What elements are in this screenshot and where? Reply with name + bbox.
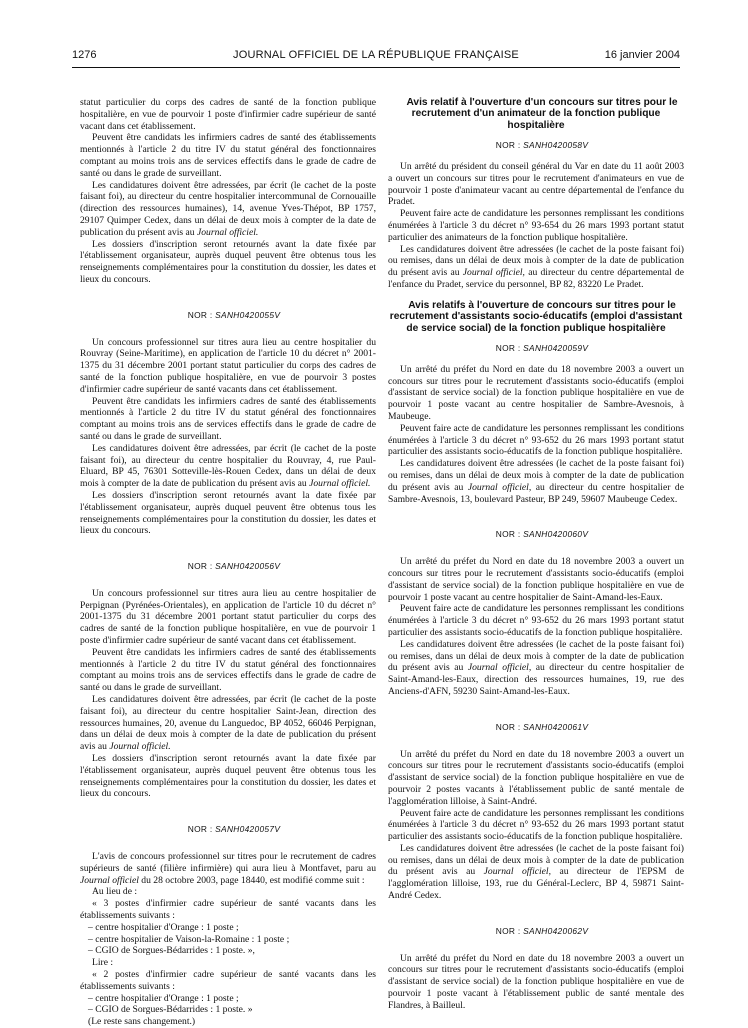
header-rule	[72, 67, 680, 68]
paragraph: Un concours professionnel sur titres aura lieu au centre hospitalier du Rouvray (Seine-Maritime), en application de l'article 10 du décret n° 2001-1375 du 31 décembre 2001 portant statut particulier du corps des cadres de santé de la fonction publique hospitalière, en vue de pourvoir 3 postes d'infirmier cadre supérieur de santé vacants dans cet établissement.	[80, 336, 376, 395]
paragraph: Un arrêté du préfet du Nord en date du 18 novembre 2003 a ouvert un concours sur titres pour le recrutement d'assistants socio-éducatifs (emploi d'assistant de service social) de la fonction publique hospitalière en vue de pourvoir 1 poste vacant au centre hospitalier de Sambre-Avesnois, à Maubeuge.	[388, 363, 684, 422]
notice-sanh0420060v	[388, 529, 684, 697]
paragraph: Les candidatures doivent être adressées (le cachet de la poste faisant foi) ou remises, dans un délai de deux mois à compter de la date de publication du présent avis au Journal officiel, au directeur du centre hospitalier de Saint-Amand-les-Eaux, direction des ressources humaines, 19, rue des Anciens-d'AFN, 59230 Saint-Amand-les-Eaux.	[388, 638, 684, 697]
nor-reference: NOR : SANH0420056V	[187, 561, 281, 572]
paragraph: Un arrêté du préfet du Nord en date du 18 novembre 2003 a ouvert un concours sur titres pour le recrutement d'assistants socio-éducatifs (emploi d'assistant de service social) de la fonction publique hospitalière en vue de pourvoir 2 postes vacants à l'établissement public de santé mentale de l'agglomération lilloise, à Saint-André.	[388, 748, 684, 807]
paragraph: Un concours professionnel sur titres aura lieu au centre hospitalier de Perpignan (Pyrénées-Orientales), en application de l'article 10 du décret n° 2001-1375 du 31 décembre 2001 portant statut particulier du corps des cadres de santé de la fonction publique hospitalière, en vue de pourvoir 1 poste d'infirmier cadre supérieur de santé vacant dans cet établissement.	[80, 587, 376, 647]
page-number: 1276	[72, 49, 97, 61]
notice-animateur	[388, 97, 684, 291]
nor-reference: NOR : SANH0420062V	[495, 925, 589, 936]
journal-title: JOURNAL OFFICIEL DE LA RÉPUBLIQUE FRANÇAISE	[233, 49, 519, 61]
paragraph: Peuvent faire acte de candidature les personnes remplissant les conditions énumérées à l'article 3 du décret n° 93-652 du 26 mars 1993 portant statut particulier des assistants socio-éducatifs de la fonction publique hospitalière.	[388, 422, 684, 458]
journal-officiel-ref: Journal officiel,	[467, 481, 532, 493]
right-column	[388, 97, 684, 1012]
paragraph: Les candidatures doivent être adressées (le cachet de la poste faisant foi) ou remises, dans un délai de deux mois à compter de la date de publication du présent avis au Journal officiel, au directeur de l'EPSM de l'agglomération lilloise, 193, rue du Général-Leclerc, BP 4, 59871 Saint-André Cedex.	[388, 842, 684, 902]
journal-officiel-ref: Journal officiel,	[462, 267, 525, 279]
paragraph: Les candidatures doivent être adressées, par écrit (le cachet de la poste faisant foi), au directeur du centre hospitalier Saint-Jean, direction des ressources humaines, 20, avenue du Languedoc, BP 4052, 66046 Perpignan, dans un délai de deux mois à compter de la date de publication du présent avis au Journal officiel.	[80, 694, 376, 753]
paragraph: Les candidatures doivent être adressées (le cachet de la poste faisant foi) ou remises, dans un délai de deux mois à compter de la date de publication du présent avis au Journal officiel, au directeur du centre départemental de l'enfance du Pradet, service du personnel, BP 82, 83220 Le Pradet.	[388, 243, 684, 290]
notice-sanh0420061v	[388, 722, 684, 902]
journal-officiel-ref: Journal officiel.	[196, 226, 259, 238]
notice-sanh0420062v	[388, 926, 684, 1012]
list-item: – CGIO de Sorgues-Bédarrides : 1 poste. »,	[88, 945, 255, 957]
paragraph: Les candidatures doivent être adressées, par écrit (le cachet de la poste faisant foi), au directeur du centre hospitalier du Rouvray, 4, rue Paul-Eluard, BP 45, 76301 Sotteville-lès-Rouen Cedex, dans un délai de deux mois à compter de la date de publication du présent avis au Journal officiel.	[80, 442, 376, 490]
paragraph: Peuvent faire acte de candidature les personnes remplissant les conditions énumérées à l'article 3 du décret n° 93-654 du 26 mars 1993 portant statut particulier des animateurs de la fonction publique hospitalière.	[388, 208, 684, 243]
paragraph: Lire :	[92, 957, 114, 969]
page-header	[72, 49, 680, 65]
paragraph: Les candidatures doivent être adressées, par écrit (le cachet de la poste faisant foi), au directeur du centre hospitalier intercommunal de Cornouaille (direction des ressources humaines), 14, avenue Yves-Thépot, BP 1757, 29107 Quimper Cedex, dans un délai de deux mois à compter de la date de publication du présent avis au Journal officiel.	[80, 179, 376, 238]
list-item: – CGIO de Sorgues-Bédarrides : 1 poste. »	[88, 1004, 253, 1016]
list-item: (Le reste sans changement.)	[88, 1016, 196, 1028]
list-item: – centre hospitalier d'Orange : 1 poste ;	[88, 921, 239, 933]
journal-officiel-ref: Journal officiel,	[467, 662, 532, 674]
paragraph: Un arrêté du préfet du Nord en date du 18 novembre 2003 a ouvert un concours sur titres pour le recrutement d'assistants socio-éducatifs (emploi d'assistant de service social) de la fonction publique hospitalière en vue de pourvoir 1 poste vacant au centre hospitalier de Saint-Amand-les-Eaux.	[388, 556, 684, 603]
nor-reference: NOR : SANH0420057V	[187, 824, 281, 835]
list-item: – centre hospitalier de Vaison-la-Romaine : 1 poste ;	[88, 933, 290, 945]
paragraph: statut particulier du corps des cadres de santé de la fonction publique hospitalière, en vue de pourvoir 1 poste d'infirmier cadre supérieur de santé vacant dans cet établissement.	[80, 97, 376, 132]
nor-reference: NOR : SANH0420058V	[495, 140, 589, 151]
left-column	[80, 97, 376, 1028]
journal-officiel-ref: Journal officiel,	[483, 866, 551, 878]
notice-sanh0420055v	[80, 310, 376, 537]
notice-assistants-socio-educatifs	[388, 300, 684, 506]
nor-reference: NOR : SANH0420060V	[495, 529, 589, 540]
paragraph: L'avis de concours professionnel sur titres pour le recrutement de cadres supérieurs de santé (filière infirmière) qui aura lieu à Montfavet, paru au Journal officiel du 28 octobre 2003, page 18440, est modifié comme suit :	[80, 851, 376, 886]
paragraph: Un arrêté du président du conseil général du Var en date du 11 août 2003 a ouvert un concours sur titres pour le recrutement d'animateurs en vue de pourvoir 1 poste d'animateur vacant au centre départemental de l'enfance du Pradet.	[388, 161, 684, 208]
paragraph: « 3 postes d'infirmier cadre supérieur de santé vacants dans les établissements suivants :	[80, 898, 376, 922]
notice-sanh0420057v	[80, 824, 376, 1028]
issue-date: 16 janvier 2004	[604, 49, 680, 61]
paragraph: Les candidatures doivent être adressées (le cachet de la poste faisant foi) ou remises, dans un délai de deux mois à compter de la date de publication du présent avis au Journal officiel, au directeur du centre hospitalier de Sambre-Avesnois, 13, boulevard Pasteur, BP 249, 59607 Maubeuge Cedex.	[388, 458, 684, 505]
paragraph: Les dossiers d'inscription seront retournés avant la date fixée par l'établissement organisateur, auprès duquel peuvent être obtenus tous les renseignements complémentaires pour la constitution du dossier, les dates et lieux du concours.	[80, 238, 376, 285]
notice-continued	[80, 97, 376, 286]
paragraph: Peuvent être candidats les infirmiers cadres de santé des établissements mentionnés à l'article 2 du titre IV du statut général des fonctionnaires comptant au moins trois ans de services effectifs dans le grade de cadre de santé ou dans le grade de surveillant.	[80, 395, 376, 442]
nor-reference: NOR : SANH0420055V	[187, 309, 281, 320]
notice-sanh0420056v	[80, 561, 376, 800]
paragraph: Un arrêté du préfet du Nord en date du 18 novembre 2003 a ouvert un concours sur titres pour le recrutement d'assistants socio-éducatifs (emploi d'assistant de service social) de la fonction publique hospitalière en vue de pourvoir 1 poste vacant à l'établissement public de santé mentale des Flandres, à Bailleul.	[388, 952, 684, 1011]
paragraph: « 2 postes d'infirmier cadre supérieur de santé vacants dans les établissements suivants :	[80, 969, 376, 992]
journal-officiel-ref: Journal officiel	[80, 874, 139, 886]
journal-officiel-ref: Journal officiel.	[309, 478, 371, 490]
paragraph: Peuvent être candidats les infirmiers cadres de santé des établissements mentionnés à l'article 2 du titre IV du statut général des fonctionnaires comptant au moins trois ans de services effectifs dans le grade de cadre de santé ou dans le grade de surveillant.	[80, 646, 376, 694]
list-item: – centre hospitalier d'Orange : 1 poste ;	[88, 992, 239, 1004]
paragraph: Les dossiers d'inscription seront retournés avant la date fixée par l'établissement organisateur, auprès duquel peuvent être obtenus tous les renseignements complémentaires pour la constitution du dossier, les dates et lieux du concours.	[80, 489, 376, 537]
paragraph: Au lieu de :	[92, 886, 138, 898]
paragraph: Peuvent faire acte de candidature les personnes remplissant les conditions énumérées à l'article 3 du décret n° 93-652 du 26 mars 1993 portant statut particulier des assistants socio-éducatifs de la fonction publique hospitalière.	[388, 807, 684, 843]
notice-title: Avis relatif à l'ouverture d'un concours sur titres pour le recrutement d'un animateur de la fonction publique hospitalière	[406, 97, 678, 131]
nor-reference: NOR : SANH0420061V	[495, 721, 589, 732]
nor-reference: NOR : SANH0420059V	[495, 343, 589, 353]
journal-officiel-ref: Journal officiel.	[109, 741, 171, 753]
paragraph: Les dossiers d'inscription seront retournés avant la date fixée par l'établissement organisateur, auprès duquel peuvent être obtenus tous les renseignements complémentaires pour la constitution du dossier, les dates et lieux du concours.	[80, 753, 376, 800]
paragraph: Peuvent faire acte de candidature les personnes remplissant les conditions énumérées à l'article 3 du décret n° 93-652 du 26 mars 1993 portant statut particulier des assistants socio-éducatifs de la fonction publique hospitalière.	[388, 603, 684, 638]
notice-title: Avis relatifs à l'ouverture de concours sur titres pour le recrutement d'assistants socio-éducatifs (emploi d'assistant de service social) de la fonction publique hospitalière	[389, 299, 683, 334]
paragraph: Peuvent être candidats les infirmiers cadres de santé des établissements mentionnés à l'article 2 du titre IV du statut général des fonctionnaires comptant au moins trois ans de services effectifs dans le grade de cadre de santé ou dans le grade de surveillant.	[80, 132, 376, 179]
